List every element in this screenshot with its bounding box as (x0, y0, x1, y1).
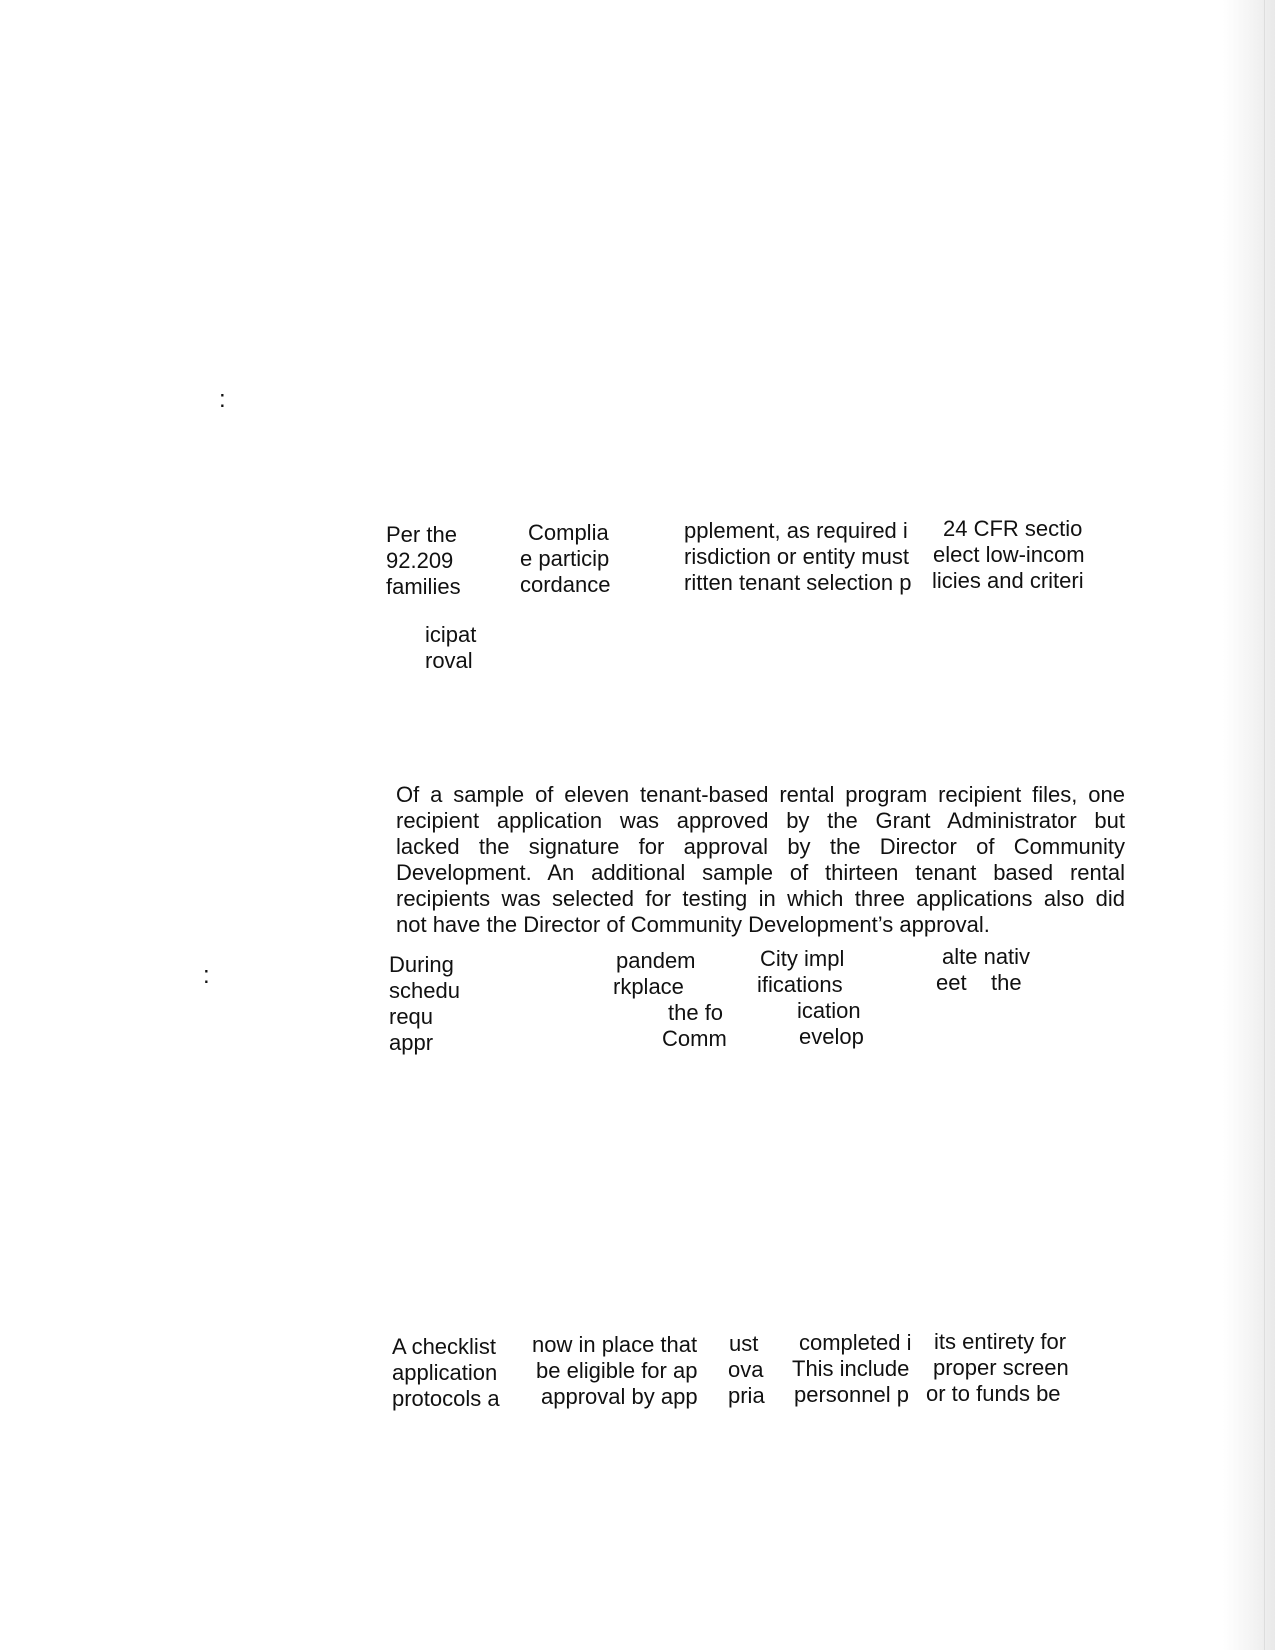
cause-fragment: During (389, 952, 454, 977)
criteria-fragment: Per the (386, 522, 457, 547)
response-fragment: protocols a (392, 1386, 500, 1411)
response-fragment: approval by app (541, 1384, 698, 1409)
response-fragment: completed i (799, 1330, 912, 1355)
cause-fragment: schedu (389, 978, 460, 1003)
label-colon: : (219, 386, 226, 413)
criteria-fragment: ritten tenant selection p (684, 570, 912, 595)
criteria-fragment: icipat (425, 622, 477, 647)
response-fragment: pria (728, 1383, 765, 1408)
condition-line: Of a sample of eleven tenant-based rental program recipient files, one (396, 782, 1125, 807)
criteria-fragment: risdiction or entity must (684, 544, 909, 569)
criteria-fragment: pplement, as required i (684, 518, 908, 543)
cause-fragment: evelop (799, 1024, 864, 1049)
criteria-fragment: licies and criteri (932, 568, 1084, 593)
response-fragment: now in place that (532, 1332, 698, 1357)
response-fragment: proper screen (933, 1355, 1069, 1380)
criteria-fragment: elect low-incom (933, 542, 1085, 567)
response-fragment: its entirety for (934, 1329, 1067, 1354)
label-colon: : (203, 962, 210, 989)
criteria-fragment: Complia (528, 520, 609, 545)
cause-fragment: appr (389, 1030, 434, 1055)
condition-line: recipient application was approved by the Grant Administrator but (396, 808, 1125, 833)
response-fragment: application (392, 1360, 498, 1385)
response-fragment: be eligible for ap (536, 1358, 698, 1383)
cause-fragment: the fo (668, 1000, 724, 1025)
criteria-fragment: e particip (520, 546, 610, 571)
criteria-fragment: 24 CFR sectio (943, 516, 1083, 541)
response-fragment: personnel p (794, 1382, 909, 1407)
cause-fragment: eet the (936, 970, 1022, 995)
cause-fragment: requ (389, 1004, 434, 1029)
condition-line: not have the Director of Community Development’s approval. (396, 912, 990, 937)
criteria-fragment: cordance (520, 572, 611, 597)
response-fragment: A checklist (392, 1334, 496, 1359)
condition-line: recipients was selected for testing in which three applications also did (396, 886, 1125, 911)
cause-fragment: Comm (662, 1026, 727, 1051)
criteria-fragment: 92.209 (386, 548, 454, 573)
response-fragment: or to funds be (926, 1381, 1061, 1406)
cause-fragment: alte nativ (942, 944, 1031, 969)
cause-fragment: City impl (760, 946, 845, 971)
cause-fragment: pandem (616, 948, 696, 973)
cause-fragment: rkplace (613, 974, 684, 999)
scan-edge-line (1264, 0, 1265, 1650)
cause-fragment: ifications (757, 972, 843, 997)
response-fragment: ova (728, 1357, 764, 1382)
criteria-fragment: roval (425, 648, 473, 673)
condition-line: lacked the signature for approval by the Director of Community (396, 834, 1125, 859)
response-fragment: ust (729, 1331, 759, 1356)
response-fragment: This include (792, 1356, 910, 1381)
condition-paragraph (396, 782, 1125, 938)
scan-edge-shadow (1223, 0, 1275, 1650)
condition-line: Development. An additional sample of thirteen tenant based rental (396, 860, 1125, 885)
cause-fragment: ication (797, 998, 861, 1023)
criteria-fragment: families (386, 574, 461, 599)
